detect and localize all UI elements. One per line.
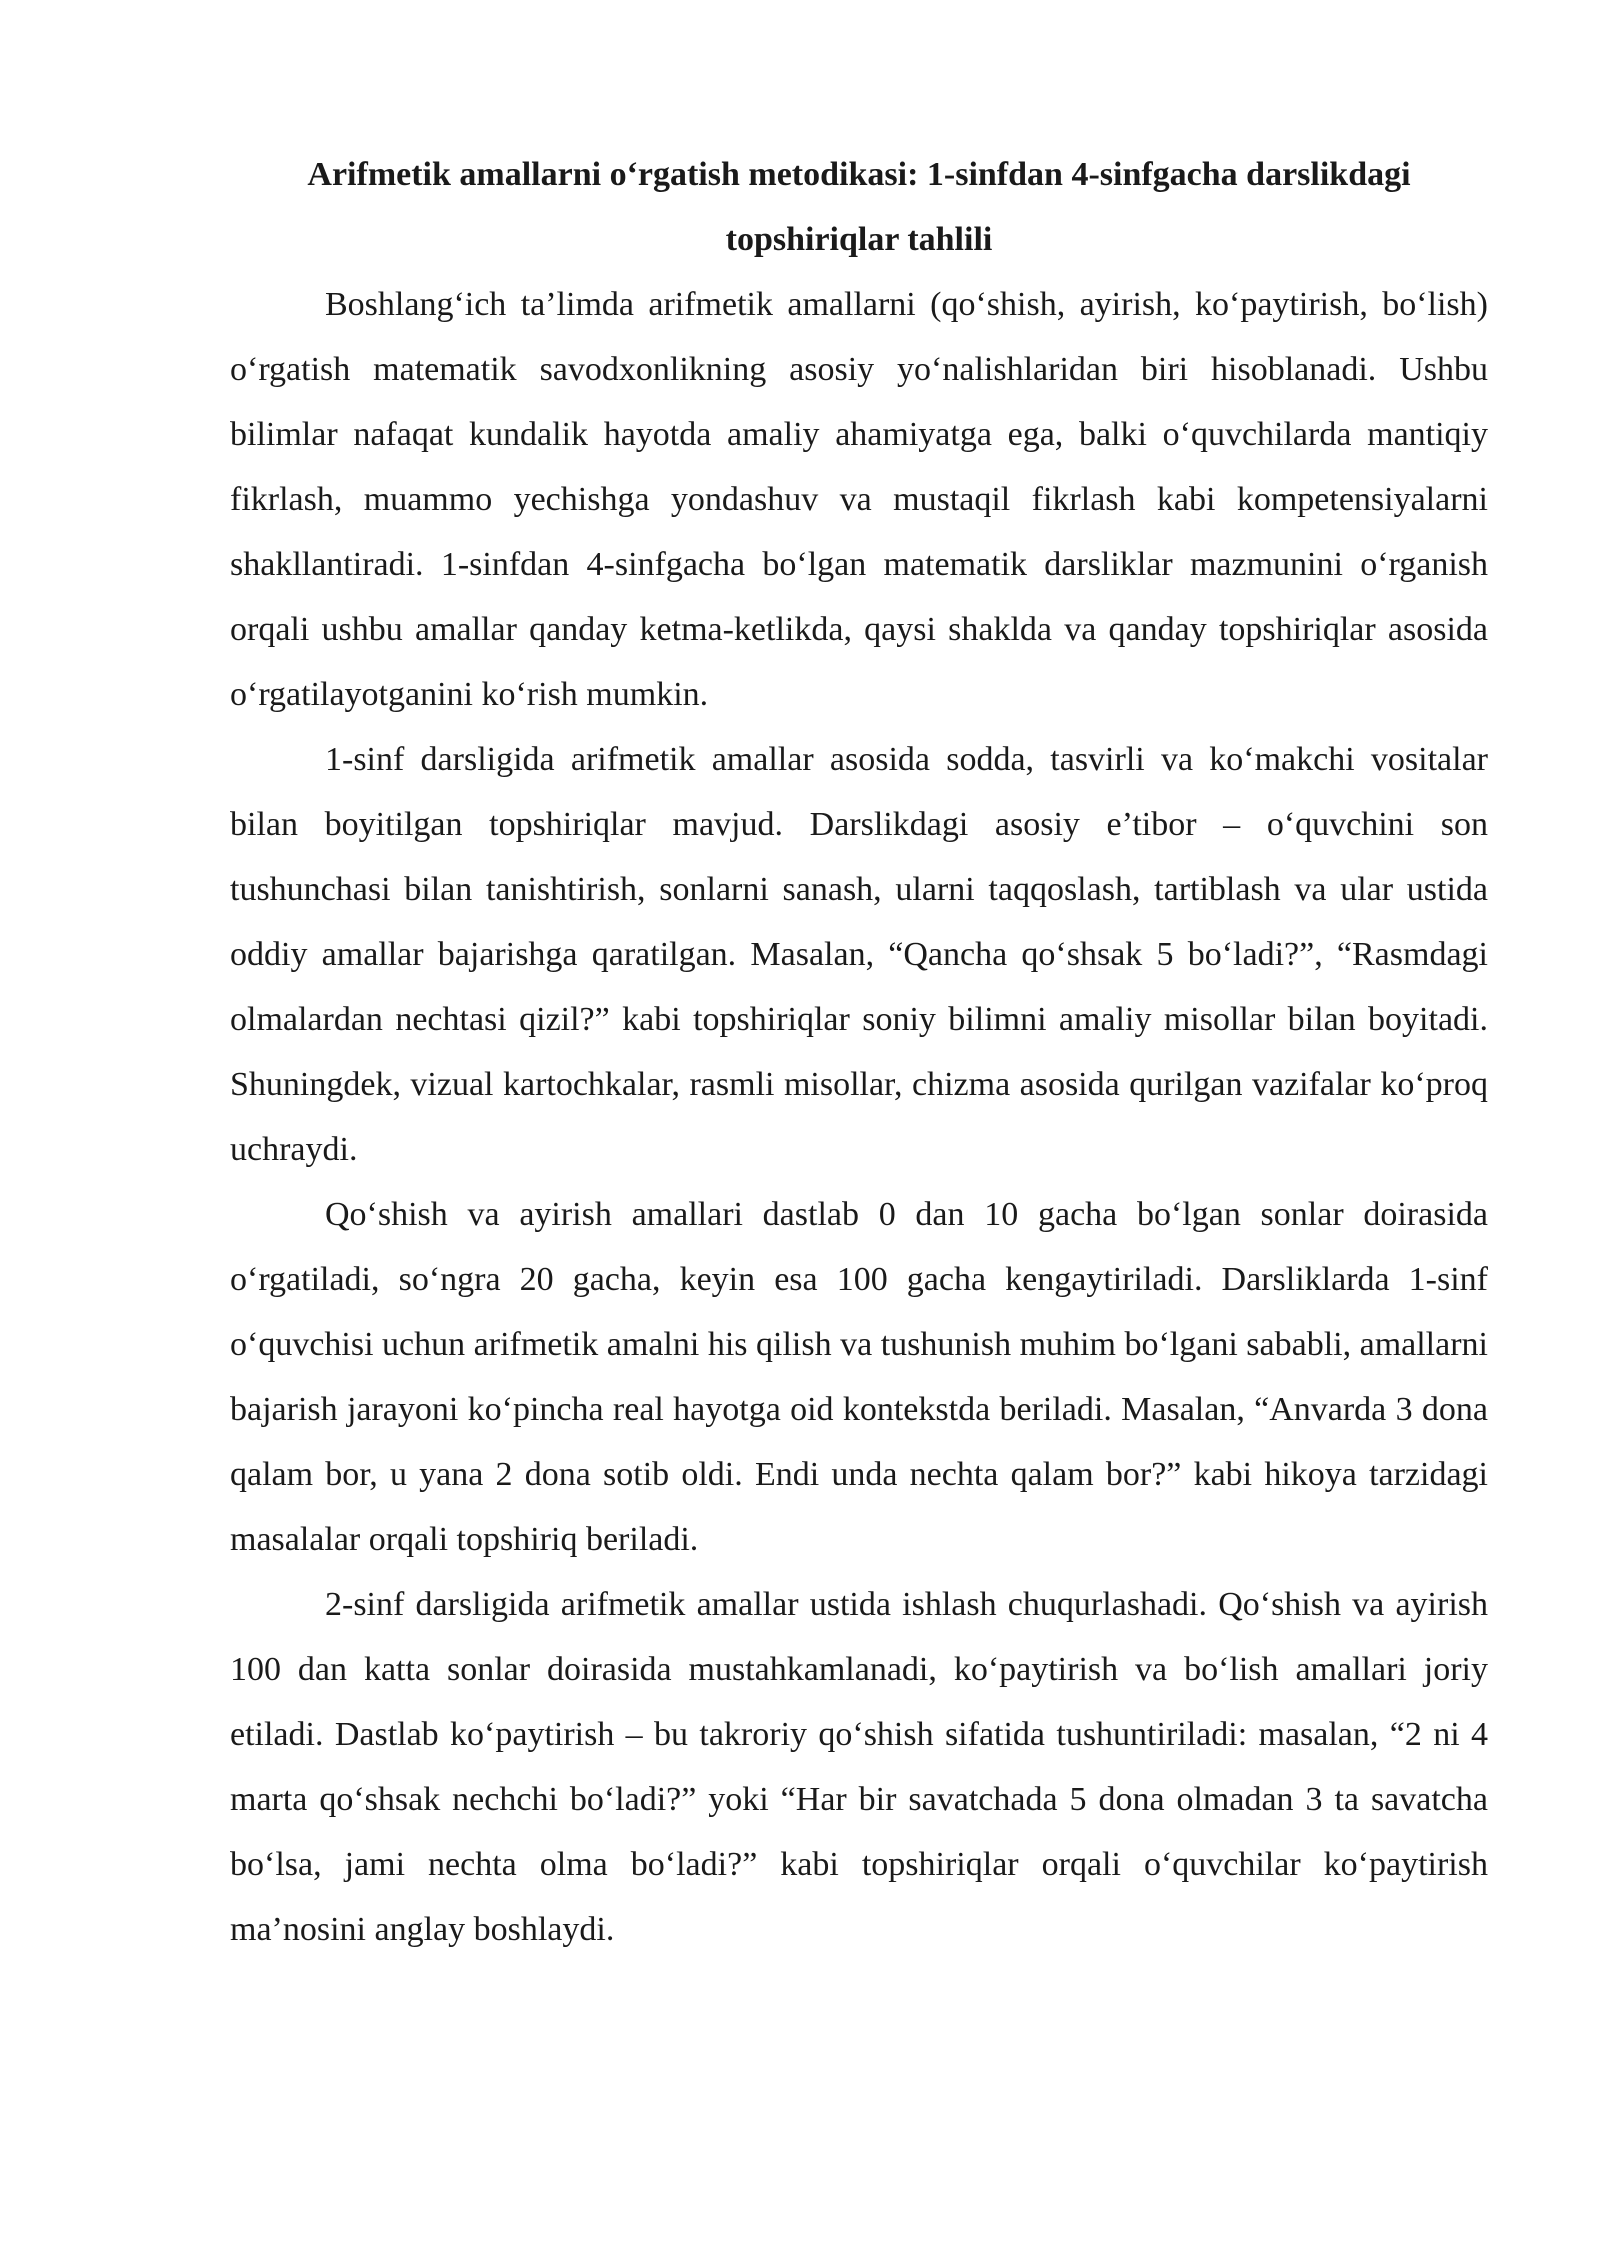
document-page [230,142,1488,1962]
paragraph-3: Qo‘shish va ayirish amallari dastlab 0 dan 10 gacha bo‘lgan sonlar doirasida o‘rgatiladi, so‘ngra 20 gacha, keyin esa 100 gacha kengaytiriladi. Darsliklarda 1-sinf o‘quvchisi uchun arifmetik amalni his qilish va tushunish muhim bo‘lgani sababli, amallarni bajarish jarayoni ko‘pincha real hayotga oid kontekstda beriladi. Masalan, “Anvarda 3 dona qalam bor, u yana 2 dona sotib oldi. Endi unda nechta qalam bor?” kabi hikoya tarzidagi masalalar orqali topshiriq beriladi. [230,1196,1488,1558]
paragraph-4: 2-sinf darsligida arifmetik amallar ustida ishlash chuqurlashadi. Qo‘shish va ayirish 100 dan katta sonlar doirasida mustahkamlanadi, ko‘paytirish va bo‘lish amallari joriy etiladi. Dastlab ko‘paytirish – bu takroriy qo‘shish sifatida tushuntiriladi: masalan, “2 ni 4 marta qo‘shsak nechchi bo‘ladi?” yoki “Har bir savatchada 5 dona olmadan 3 ta savatcha bo‘lsa, jami nechta olma bo‘ladi?” kabi topshiriqlar orqali o‘quvchilar ko‘paytirish ma’nosini anglay boshlaydi. [230,1586,1488,1948]
document-title: Arifmetik amallarni o‘rgatish metodikasi: 1-sinfdan 4-sinfgacha darslikdagi topshiriqlar tahlili [307,156,1411,258]
paragraph-1: Boshlang‘ich ta’limda arifmetik amallarni (qo‘shish, ayirish, ko‘paytirish, bo‘lish) o‘rgatish matematik savodxonlikning asosiy yo‘nalishlaridan biri hisoblanadi. Ushbu bilimlar nafaqat kundalik hayotda amaliy ahamiyatga ega, balki o‘quvchilarda mantiqiy fikrlash, muammo yechishga yondashuv va mustaqil fikrlash kabi kompetensiyalarni shakllantiradi. 1-sinfdan 4-sinfgacha bo‘lgan matematik darsliklar mazmunini o‘rganish orqali ushbu amallar qanday ketma-ketlikda, qaysi shaklda va qanday topshiriqlar asosida o‘rgatilayotganini ko‘rish mumkin. [230,286,1488,713]
paragraph-2: 1-sinf darsligida arifmetik amallar asosida sodda, tasvirli va ko‘makchi vositalar bilan boyitilgan topshiriqlar mavjud. Darslikdagi asosiy e’tibor – o‘quvchini son tushunchasi bilan tanishtirish, sonlarni sanash, ularni taqqoslash, tartiblash va ular ustida oddiy amallar bajarishga qaratilgan. Masalan, “Qancha qo‘shsak 5 bo‘ladi?”, “Rasmdagi olmalardan nechtasi qizil?” kabi topshiriqlar soniy bilimni amaliy misollar bilan boyitadi. Shuningdek, vizual kartochkalar, rasmli misollar, chizma asosida qurilgan vazifalar ko‘proq uchraydi. [230,741,1488,1168]
